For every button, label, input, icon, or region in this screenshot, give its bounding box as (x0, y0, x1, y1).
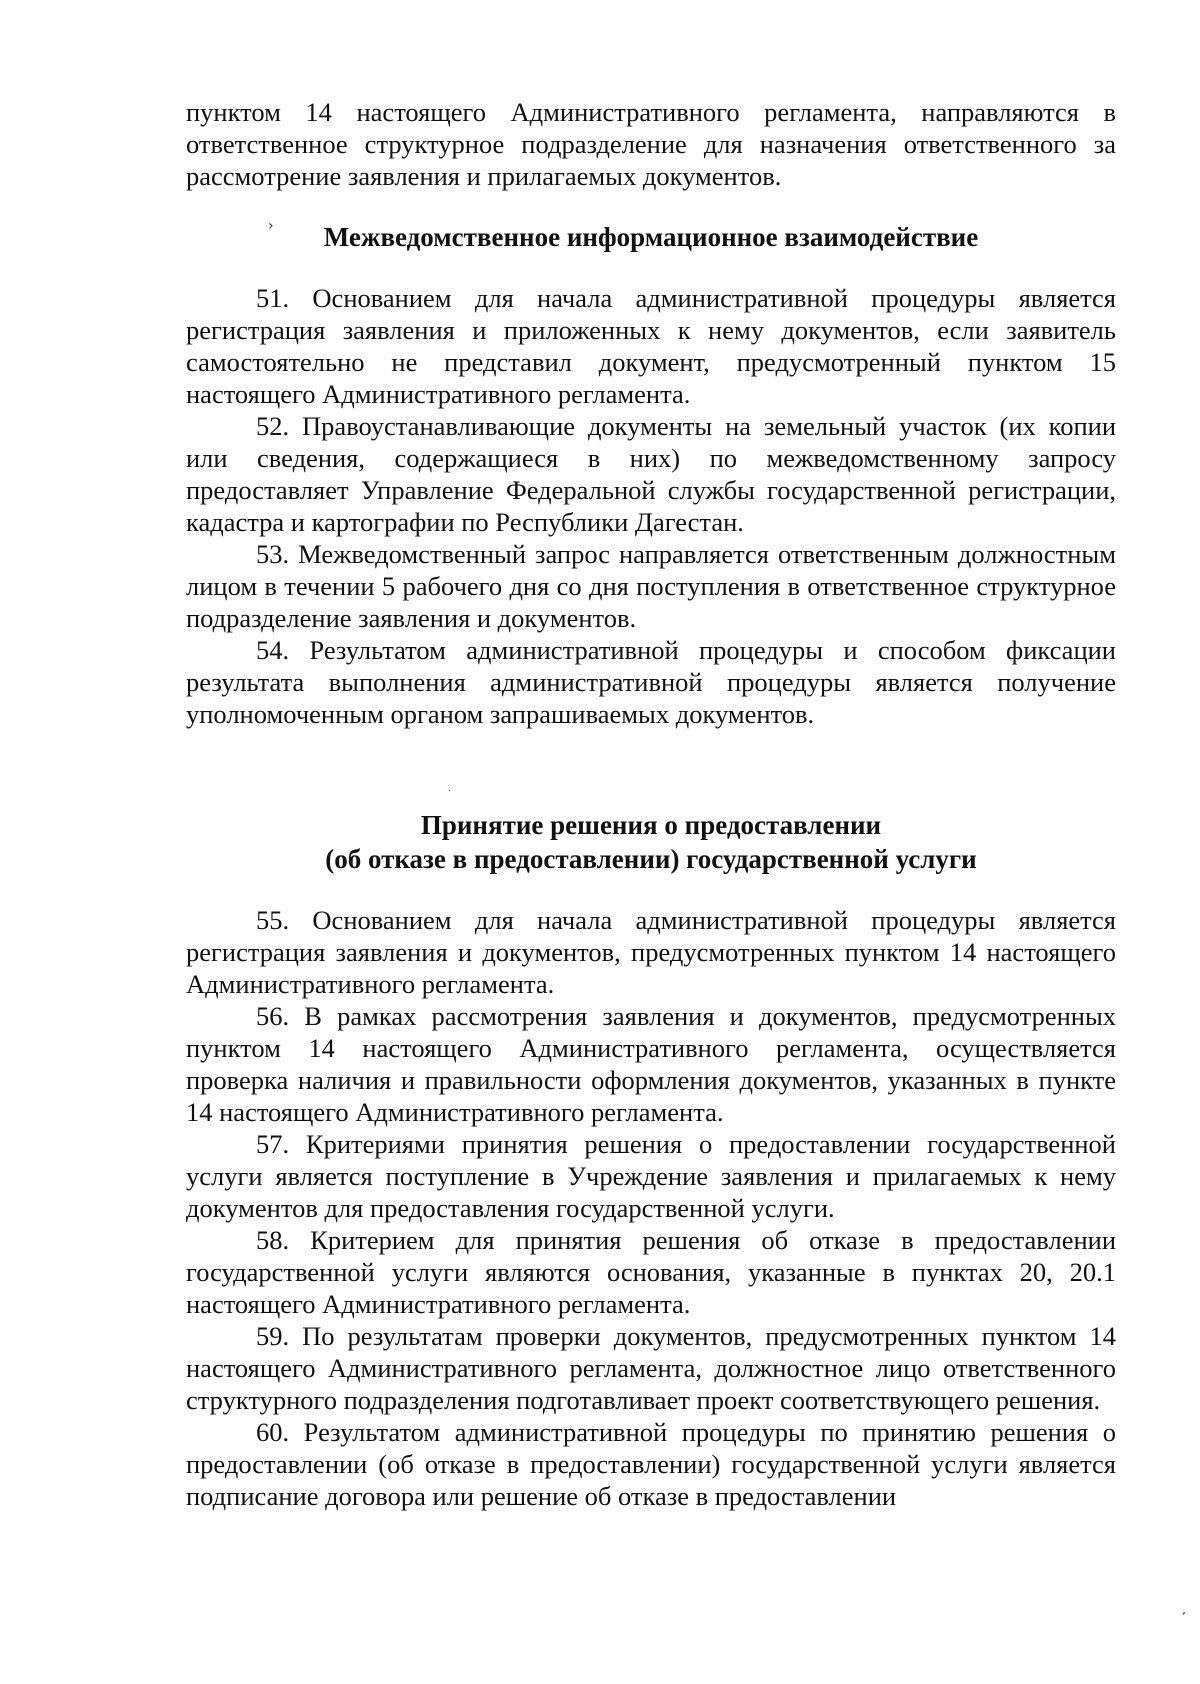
scan-speck-icon: · (448, 786, 452, 797)
paragraph-59: 59. По результатам проверки документов, предусмотренных пунктом 14 настоящего Административного регламента, должностное лицо ответственного структурного подразделения подготавливает проект соответствующего решения. (186, 1321, 1116, 1415)
paragraph-57: 57. Критериями принятия решения о предоставлении государственной услуги является поступление в Учреждение заявления и прилагаемых к нему документов для предоставления государственной услуги. (186, 1129, 1116, 1223)
section-heading-decision-line2: (об отказе в предоставлении) государственной услуги (325, 844, 977, 874)
paragraph-56: 56. В рамках рассмотрения заявления и документов, предусмотренных пунктом 14 настоящего Административного регламента, осуществляется проверка наличия и правильности оформления документов, указанных в пункте 14 настоящего Административного регламента. (186, 1001, 1116, 1127)
scan-speck-icon: › (268, 218, 274, 234)
paragraph-54: 54. Результатом административной процедуры и способом фиксации результата выполнения административной процедуры является получение уполномоченным органом запрашиваемых документов. (186, 635, 1116, 729)
paragraph-55: 55. Основанием для начала административной процедуры является регистрация заявления и документов, предусмотренных пунктом 14 настоящего Административного регламента. (186, 905, 1116, 999)
section-heading-decision (186, 808, 1116, 876)
paragraph-52: 52. Правоустанавливающие документы на земельный участок (их копии или сведения, содержащиеся в них) по межведомственному запросу предоставляет Управление Федеральной службы государственной регистрации, кадастра и картографии по Республики Дагестан. (186, 411, 1116, 537)
intro-paragraph: пунктом 14 настоящего Административного регламента, направляются в ответственное структурное подразделение для назначения ответственного за рассмотрение заявления и прилагаемых документов. (186, 97, 1116, 191)
section-heading-interagency: Межведомственное информационное взаимодействие (323, 222, 979, 252)
document-page (186, 96, 1116, 1512)
section-heading-decision-line1: Принятие решения о предоставлении (420, 810, 882, 840)
section-decision-body (186, 904, 1116, 1512)
paragraph-60: 60. Результатом административной процедуры по принятию решения о предоставлении (об отказе в предоставлении) государственной услуги является подписание договора или решение об отказе в предоставлении (186, 1417, 1116, 1511)
section-interagency-body (186, 282, 1116, 730)
paragraph-53: 53. Межведомственный запрос направляется ответственным должностным лицом в течении 5 рабочего дня со дня поступления в ответственное структурное подразделение заявления и документов. (186, 539, 1116, 633)
scan-speck-icon: ’ (1182, 1610, 1186, 1624)
paragraph-58: 58. Критерием для принятия решения об отказе в предоставлении государственной услуги являются основания, указанные в пунктах 20, 20.1 настоящего Административного регламента. (186, 1225, 1116, 1319)
paragraph-51: 51. Основанием для начала административной процедуры является регистрация заявления и приложенных к нему документов, если заявитель самостоятельно не представил документ, предусмотренный пунктом 15 настоящего Административного регламента. (186, 283, 1116, 409)
